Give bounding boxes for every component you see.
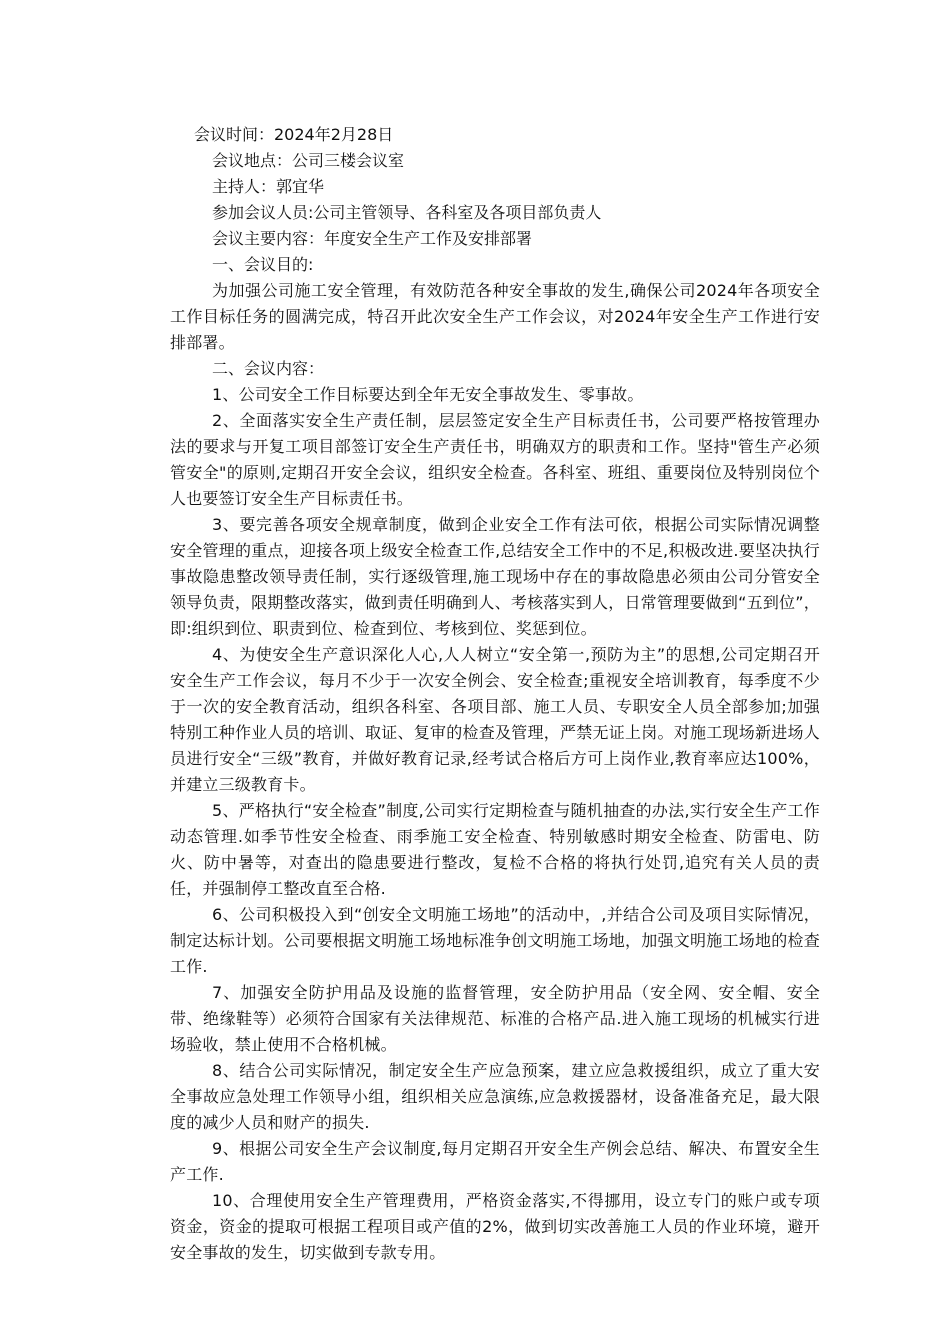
- meeting-place: 会议地点：公司三楼会议室: [212, 151, 405, 170]
- content-item-9: 9、根据公司安全生产会议制度,每月定期召开安全生产例会总结、解决、布置安全生产工作.: [170, 1139, 820, 1184]
- content-item-8: 8、结合公司实际情况，制定安全生产应急预案，建立应急救援组织，成立了重大安全事故应急处理工作领导小组，组织相关应急演练,应急救援器材，设备准备充足，最大限度的减少人员和财产的损失.: [170, 1061, 820, 1132]
- meeting-time: 会议时间：2024年2月28日: [194, 125, 394, 144]
- meeting-attendees: 参加会议人员:公司主管领导、各科室及各项目部负责人: [212, 203, 602, 222]
- meeting-host: 主持人：郭宜华: [212, 177, 325, 196]
- meeting-main-content: 会议主要内容：年度安全生产工作及安排部署: [212, 229, 533, 248]
- section-heading-content: 二、会议内容：: [212, 359, 325, 378]
- content-item-2: 2、全面落实安全生产责任制，层层签定安全生产目标责任书，公司要严格按管理办法的要求与开复工项目部签订安全生产责任书，明确双方的职责和工作。坚持"管生产必须管安全"的原则,定期召开安全会议，组织安全检查。各科室、班组、重要岗位及特别岗位个人也要签订安全生产目标责任书。: [170, 411, 820, 508]
- document-body: [170, 252, 820, 1266]
- content-item-1: 1、公司安全工作目标要达到全年无安全事故发生、零事故。: [212, 385, 644, 404]
- content-item-7: 7、加强安全防护用品及设施的监督管理，安全防护用品（安全网、安全帽、安全带、绝缘鞋等）必须符合国家有关法律规范、标准的合格产品.进入施工现场的机械实行进场验收，禁止使用不合格机械。: [170, 983, 820, 1054]
- content-item-10: 10、合理使用安全生产管理费用，严格资金落实,不得挪用，设立专门的账户或专项资金，资金的提取可根据工程项目或产值的2%，做到切实改善施工人员的作业环境，避开安全事故的发生，切实做到专款专用。: [170, 1191, 820, 1262]
- content-item-6: 6、公司积极投入到“创安全文明施工场地”的活动中，,并结合公司及项目实际情况，制定达标计划。公司要根据文明施工场地标准争创文明施工场地，加强文明施工场地的检查工作.: [170, 905, 820, 976]
- content-item-5: 5、严格执行“安全检查”制度,公司实行定期检查与随机抽查的办法,实行安全生产工作动态管理.如季节性安全检查、雨季施工安全检查、特别敏感时期安全检查、防雷电、防火、防中暑等，对查出的隐患要进行整改，复检不合格的将执行处罚,追究有关人员的责任，并强制停工整改直至合格.: [170, 801, 820, 898]
- section-heading-purpose: 一、会议目的:: [212, 255, 314, 274]
- purpose-paragraph: 为加强公司施工安全管理，有效防范各种安全事故的发生,确保公司2024年各项安全工作目标任务的圆满完成，特召开此次安全生产工作会议，对2024年安全生产工作进行安排部署。: [170, 281, 820, 352]
- content-item-4: 4、为使安全生产意识深化人心,人人树立“安全第一,预防为主”的思想,公司定期召开安全生产工作会议，每月不少于一次安全例会、安全检查;重视安全培训教育，每季度不少于一次的安全教育活动，组织各科室、各项目部、施工人员、专职安全人员全部参加;加强特别工种作业人员的培训、取证、复审的检查及管理，严禁无证上岗。对施工现场新进场人员进行安全“三级”教育，并做好教育记录,经考试合格后方可上岗作业,教育率应达100%，并建立三级教育卡。: [170, 645, 820, 794]
- content-item-3: 3、要完善各项安全规章制度，做到企业安全工作有法可依，根据公司实际情况调整安全管理的重点，迎接各项上级安全检查工作,总结安全工作中的不足,积极改进.要坚决执行事故隐患整改领导责任制，实行逐级管理,施工现场中存在的事故隐患必须由公司分管安全领导负责，限期整改落实，做到责任明确到人、考核落实到人，日常管理要做到“五到位”，即:组织到位、职责到位、检查到位、考核到位、奖惩到位。: [170, 515, 820, 638]
